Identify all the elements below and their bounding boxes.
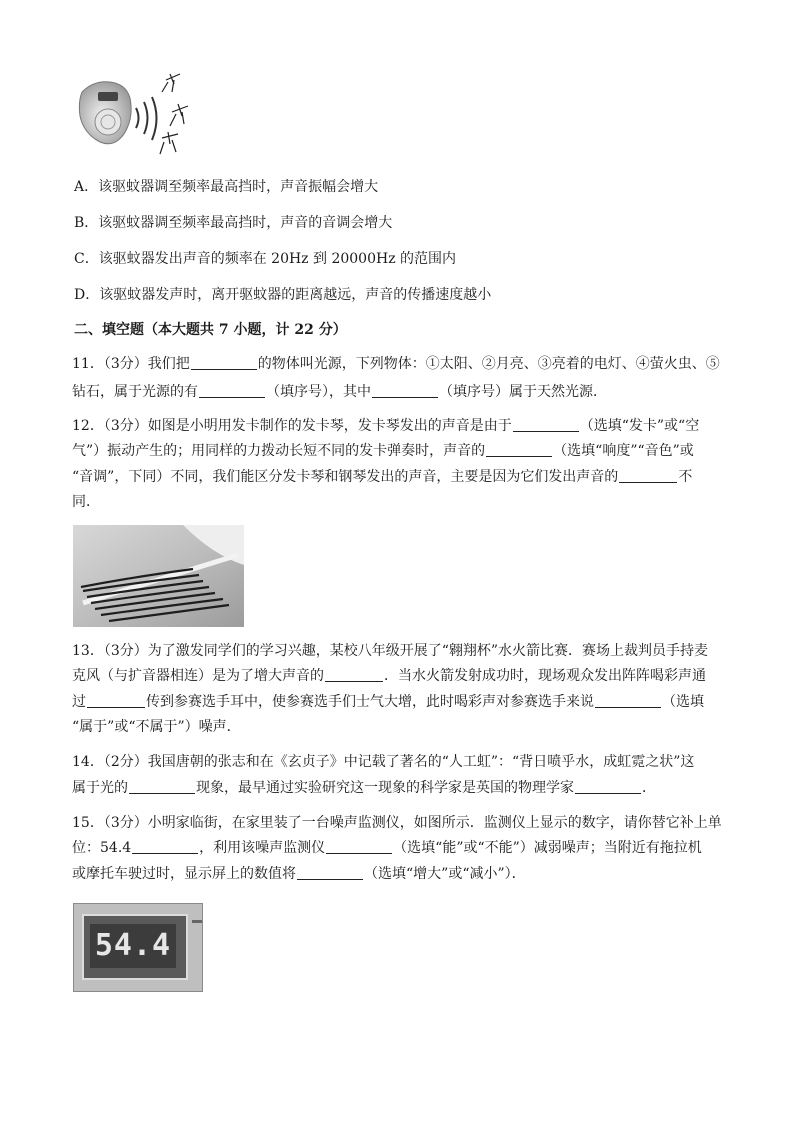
answer-blank[interactable] xyxy=(132,839,198,854)
answer-blank[interactable] xyxy=(595,693,661,708)
answer-blank[interactable] xyxy=(326,839,392,854)
answer-blank[interactable] xyxy=(619,468,677,483)
option-c: C．该驱蚊器发出声音的频率在 20Hz 到 20000Hz 的范围内 xyxy=(74,251,457,267)
q11-line-1: 11．（3分）我们把 的物体叫光源，下列物体：①太阳、②月亮、③亮着的电灯、④萤火虫、⑤ xyxy=(72,356,720,372)
q12-line-3: “音调”，下同）不同，我们能区分发卡琴和钢琴发出的声音，主要是因为它们发出声音的 不 xyxy=(72,469,693,485)
mosquito-icon xyxy=(160,132,178,154)
mosquito-icon xyxy=(162,74,180,92)
option-b: B．该驱蚊器调至频率最高挡时，声音的音调会增大 xyxy=(74,215,393,231)
q15-line-3: 或摩托车驶过时，显示屏上的数值将 （选填“增大”或“减小”）． xyxy=(72,866,526,882)
q13-line-4: “属于”或“不属于”）噪声． xyxy=(72,719,241,735)
answer-blank[interactable] xyxy=(129,779,195,794)
section-title: 二、填空题（本大题共 7 小题，计 22 分） xyxy=(74,322,347,338)
mosquito-icon xyxy=(170,104,188,126)
q12-line-1: 12．（3分）如图是小明用发卡制作的发卡琴，发卡琴发出的声音是由于 （选填“发卡”或“空 xyxy=(72,418,700,434)
hairpin-harp-photo xyxy=(73,525,244,627)
answer-blank[interactable] xyxy=(372,383,438,398)
answer-blank[interactable] xyxy=(191,355,257,370)
mosquito-repeller-figure xyxy=(74,70,196,162)
answer-blank[interactable] xyxy=(575,779,641,794)
q15-line-1: 15．（3分）小明家临街，在家里装了一台噪声监测仪，如图所示．监测仪上显示的数字，请你替它补上单 xyxy=(72,815,722,831)
noise-monitor-photo xyxy=(73,903,203,992)
q12-line-4: 同． xyxy=(72,494,100,510)
option-a: A．该驱蚊器调至频率最高挡时，声音振幅会增大 xyxy=(74,179,379,195)
q11-line-2: 钻石，属于光源的有 （填序号），其中 （填序号）属于天然光源． xyxy=(72,384,607,400)
answer-blank[interactable] xyxy=(297,865,363,880)
q15-line-2: 位：54.4 ，利用该噪声监测仪 （选填“能”或“不能”）减弱噪声；当附近有拖拉机 xyxy=(72,840,702,856)
q12-line-2: 气”）振动产生的；用同样的力拨动长短不同的发卡弹奏时，声音的 （选填“响度”“音色”或 xyxy=(72,443,694,459)
q13-line-2: 克风（与扩音器相连）是为了增大声音的 ．当水火箭发射成功时，现场观众发出阵阵喝彩声通 xyxy=(72,668,706,684)
noise-monitor-display: 54.4 xyxy=(94,928,172,963)
option-d: D．该驱蚊器发声时，离开驱蚊器的距离越远，声音的传播速度越小 xyxy=(74,287,492,303)
answer-blank[interactable] xyxy=(486,442,552,457)
answer-blank[interactable] xyxy=(325,667,383,682)
q14-line-1: 14．（2分）我国唐朝的张志和在《玄贞子》中记载了著名的“人工虹”：“背日喷乎水，成虹霓之状”这 xyxy=(72,754,695,770)
q14-line-2: 属于光的 现象，最早通过实验研究这一现象的科学家是英国的物理学家 ． xyxy=(72,780,656,796)
answer-blank[interactable] xyxy=(87,693,145,708)
q13-line-1: 13．（3分）为了激发同学们的学习兴趣，某校八年级开展了“翱翔杯”水火箭比赛．赛场上裁判员手持麦 xyxy=(72,643,709,659)
answer-blank[interactable] xyxy=(199,383,265,398)
answer-blank[interactable] xyxy=(513,417,579,432)
q13-line-3: 过 传到参赛选手耳中，使参赛选手们士气大增，此时喝彩声对参赛选手来说 （选填 xyxy=(72,694,704,710)
